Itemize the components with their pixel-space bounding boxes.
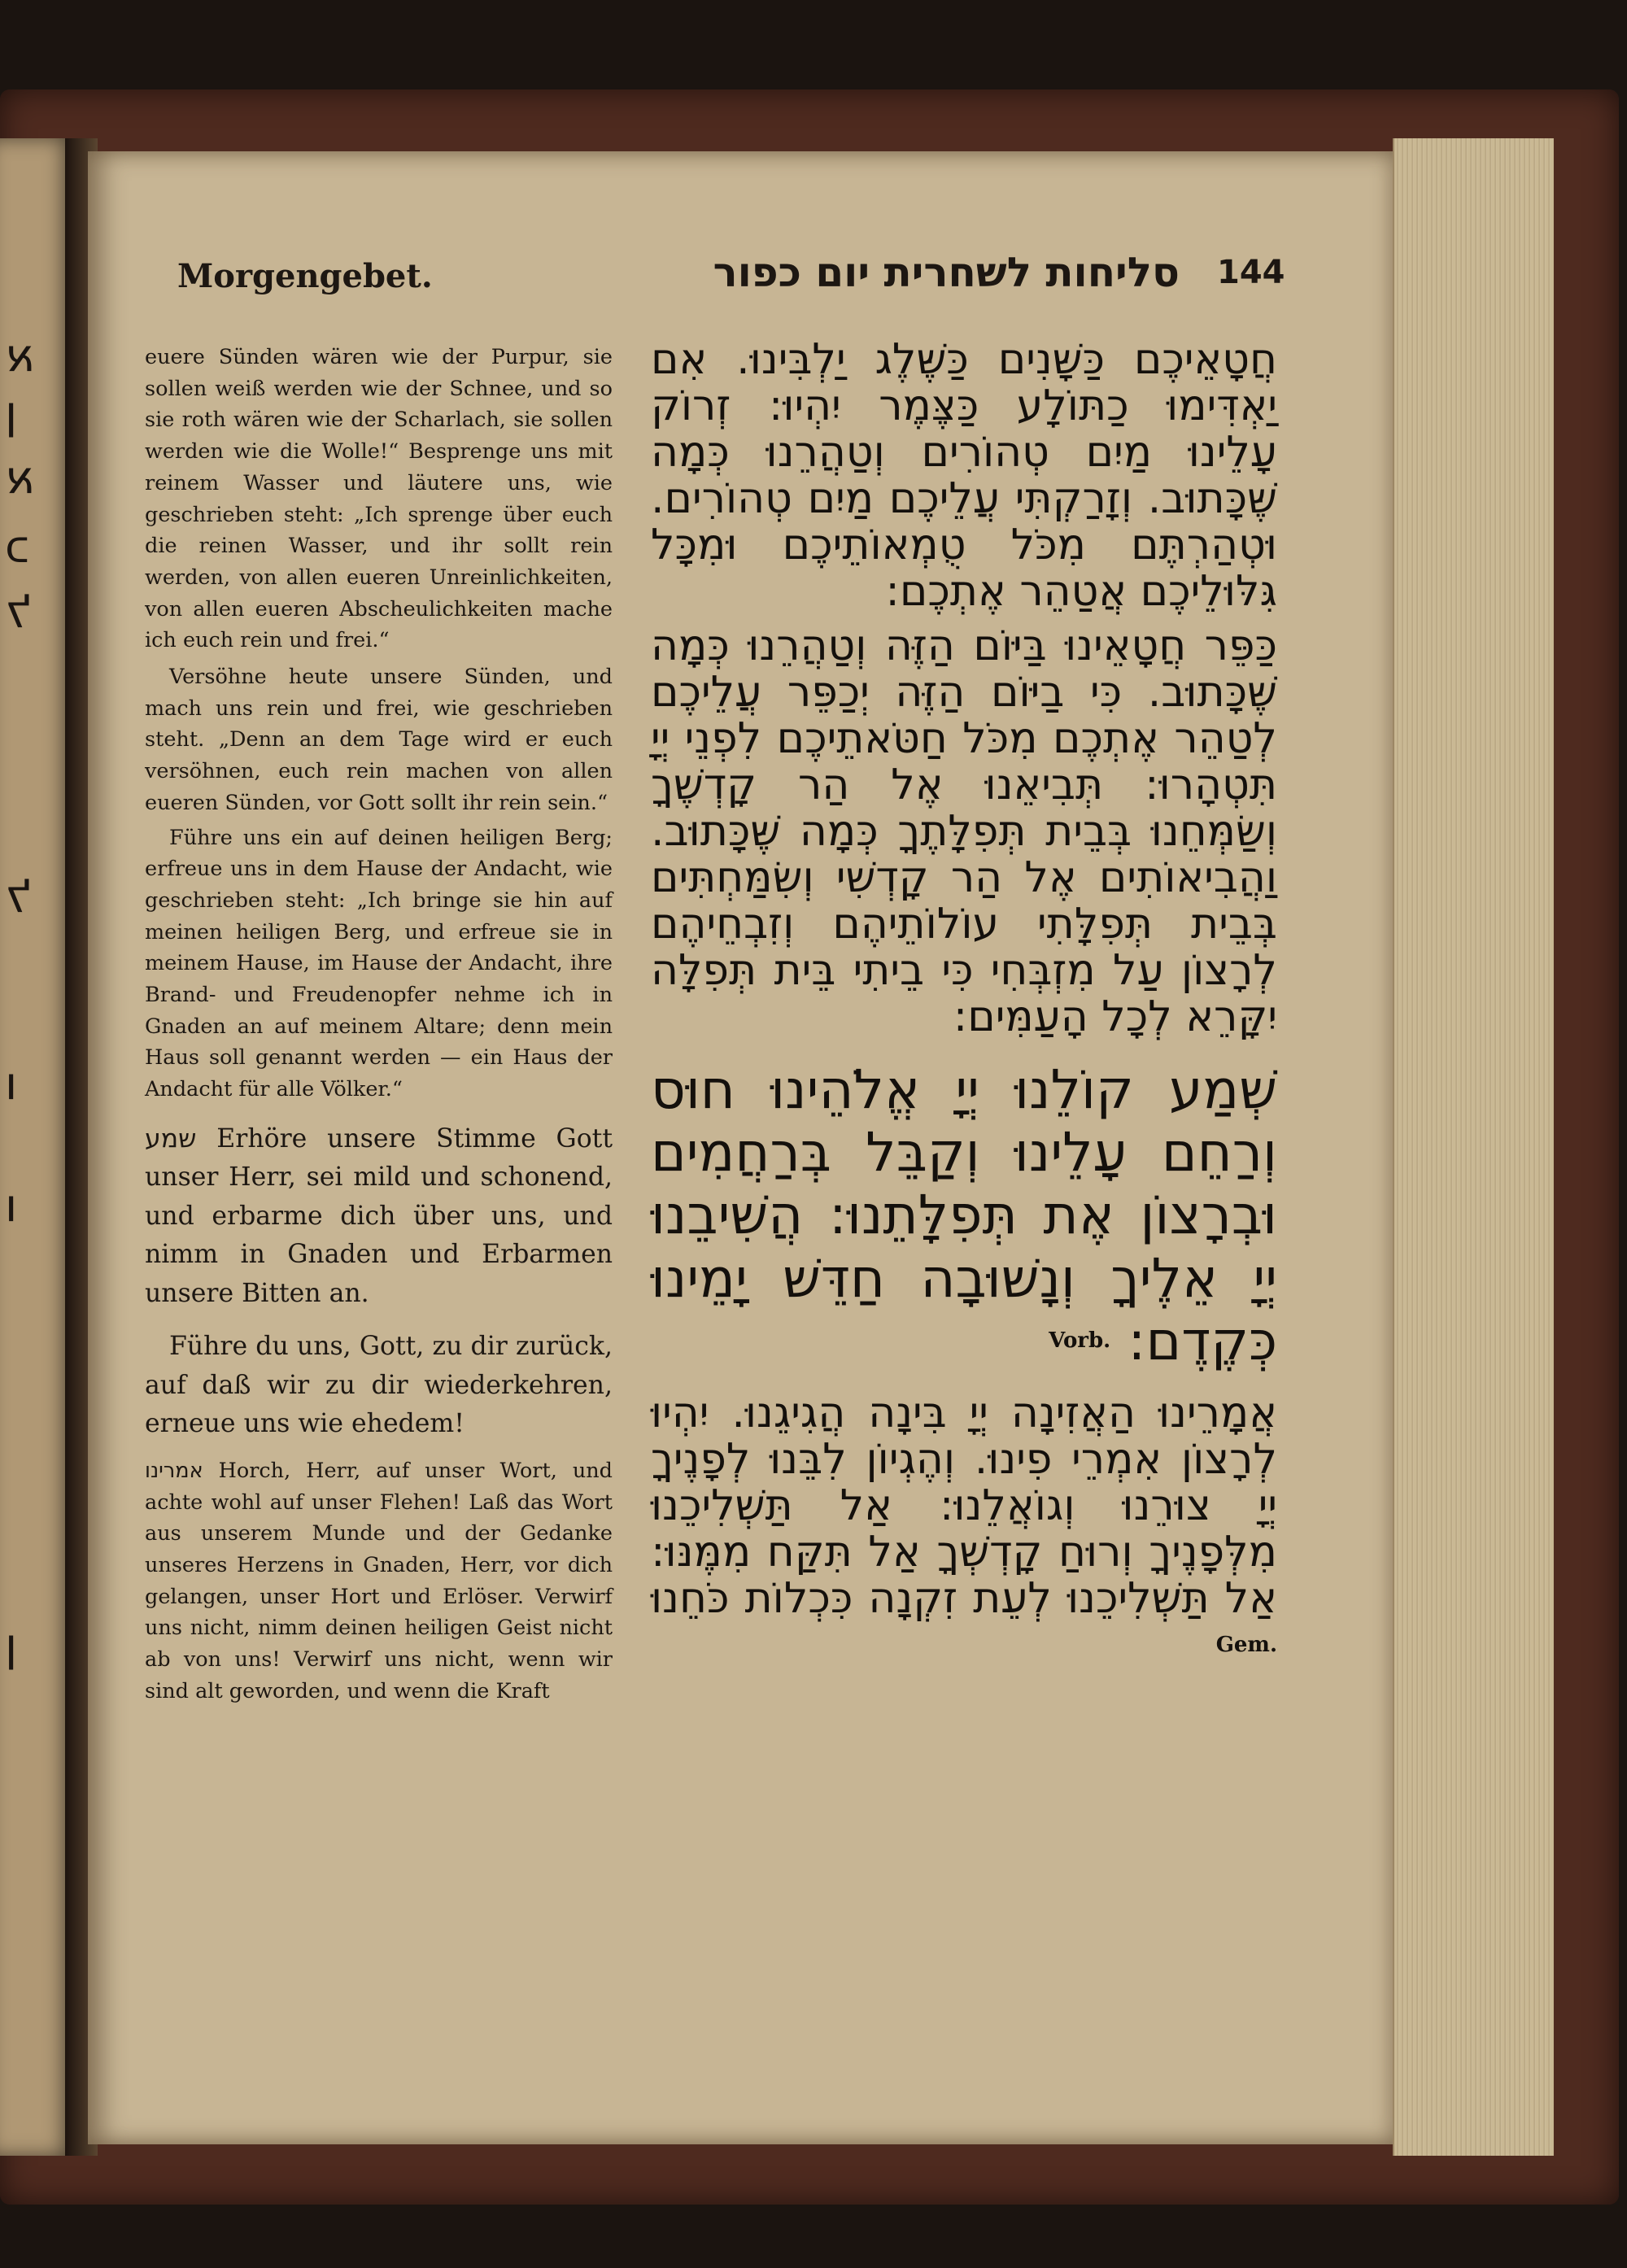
prev-page-glyph: ו bbox=[5, 1058, 18, 1110]
prev-page-glyph: ו bbox=[5, 1180, 18, 1232]
hebrew-paragraph: חֲטָאֵיכֶם כַּשָּׁנִים כַּשֶּׁלֶג יַלְבִּינוּ. אִם יַאְדִּימוּ כַתּוֹלָע כַּצֶּמֶר יִהְיוּ: זְרוֹק עָלֵינוּ מַיִם טְהוֹרִים וְטַהֲרֵנוּ כְּמָה שֶּׁכָּתוּב. וְזָרַקְתִּי עֲלֵיכֶם מַיִם טְהוֹרִים. וּטְהַרְתֶּם מִכֹּל טֻמְאוֹתֵיכֶם וּמִכָּל גִּלּוּלֵיכֶם אֲטַהֵר אֶתְכֶם: bbox=[651, 335, 1277, 616]
hebrew-cue-word: שמע bbox=[145, 1123, 197, 1154]
voice-label-congregation: Gem. bbox=[1215, 1633, 1277, 1658]
hebrew-text-column bbox=[651, 337, 1277, 1668]
german-paragraph: Versöhne heute unsere Sünden, und mach uns rein und frei, wie geschrieben steht. „Denn an dem Tage wird er euch versöhnen, euch rein machen von allen eueren Sünden, vor Gott sollt ihr rein sein.“ bbox=[145, 665, 613, 815]
previous-page-edge bbox=[0, 138, 75, 2156]
hebrew-paragraph-text: שְׁמַע קוֹלֵנוּ יְיָ אֱלֹהֵינוּ חוּס וְרַחֵם עָלֵינוּ וְקַבֵּל בְּרַחֲמִים וּבְרָצוֹן אֶת תְּפִלָּתֵנוּ: הֲשִׁיבֵנוּ יְיָ אֵלֶיךָ וְנָשׁוּבָה חַדֵּשׁ יָמֵינוּ כְּקֶדֶם: bbox=[651, 1058, 1277, 1372]
prev-page-glyph: ן bbox=[5, 1619, 18, 1672]
prev-page-glyph: א bbox=[5, 329, 36, 382]
prev-page-glyph: ל bbox=[5, 870, 31, 923]
german-paragraph: Führe uns ein auf deinen heiligen Berg; erfreue uns in dem Hause der Andacht, wie geschrieben steht: „Ich bringe sie hin auf meinen heiligen Berg, und erfreue sie in meinem Hause, im Hause der Andacht, ihre Brand- und Freudenopfer nehme ich in Gnaden an auf meinem Altare; denn mein Haus soll genannt werden — ein Haus der Andacht für alle Völker.“ bbox=[145, 825, 613, 1102]
voice-label-reader: Vorb. bbox=[1049, 1328, 1111, 1353]
prev-page-glyph: א bbox=[5, 451, 36, 504]
german-paragraph: euere Sünden wären wie der Purpur, sie sollen weiß werden wie der Schnee, und so sie roth wären wie der Scharlach, sie sollen werden wie die Wolle!“ Besprenge uns mit reinem Wasser und läutere uns, wie geschrieben steht: „Ich sprenge über euch die reinen Wasser, und ihr sollt rein werden, von allen eueren Unreinlichkeiten, von allen eueren Abscheulichkeiten mache ich euch rein und frei.“ bbox=[145, 345, 613, 653]
german-paragraph: Führe du uns, Gott, zu dir zurück, auf daß wir zu dir wiederkehren, erneue uns wie ehedem! bbox=[145, 1332, 613, 1439]
german-paragraph bbox=[145, 1120, 613, 1314]
hebrew-paragraph-text: אֲמָרֵינוּ הַאֲזִינָה יְיָ בִּינָה הֲגִיגֵנוּ. יִהְיוּ לְרָצוֹן אִמְרֵי פִינוּ. וְהֶגְיוֹן לִבֵּנוּ לְפָנֶיךָ יְיָ צוּרֵנוּ וְגוֹאֲלֵנוּ: אַל תַּשְׁלִיכֵנוּ מִלְּפָנֶיךָ וְרוּחַ קָדְשְׁךָ אַל תִּקַּח מִמֶּנּוּ: אַל תַּשְׁלִיכֵנוּ לְעֵת זִקְנָה כִּכְלוֹת כֹּחֵנוּ bbox=[651, 1389, 1277, 1624]
page-edges bbox=[1393, 138, 1554, 2156]
hebrew-cue-word: אמרינו bbox=[145, 1458, 203, 1483]
prev-page-glyph: ן bbox=[5, 386, 18, 439]
german-translation-column bbox=[145, 342, 613, 1708]
page-number: 144 bbox=[1217, 254, 1285, 291]
running-header-german: Morgengebet. bbox=[177, 257, 433, 295]
hebrew-paragraph: כַּפֵּר חֲטָאֵינוּ בַּיּוֹם הַזֶּה וְטַהֲרֵנוּ כְּמָה שֶּׁכָּתוּב. כִּי בַיּוֹם הַזֶּה יְכַפֵּר עֲלֵיכֶם לְטַהֵר אֶתְכֶם מִכֹּל חַטֹּאתֵיכֶם לִפְנֵי יְיָ תִּטְהָרוּ: תְּבִיאֵנוּ אֶל הַר קָדְשֶׁךָ וְשַׂמְּחֵנוּ בְּבֵית תְּפִלָּתֶךָ כְּמָה שֶּׁכָּתוּב. וַהֲבִיאוֹתִים אֶל הַר קָדְשִׁי וְשִׂמַּחְתִּים בְּבֵית תְּפִלָּתִי עוֹלוֹתֵיהֶם וְזִבְחֵיהֶם לְרָצוֹן עַל מִזְבְּחִי כִּי בֵיתִי בֵּית תְּפִלָּה יִקָּרֵא לְכָל הָעַמִּים: bbox=[651, 622, 1277, 1041]
prev-page-glyph: כ bbox=[5, 521, 29, 574]
german-paragraph bbox=[145, 1455, 613, 1708]
german-paragraph-text: Horch, Herr, auf unser Wort, und achte wohl auf unser Flehen! Laß das Wort aus unserem Munde und der Gedanke unseres Herzens in Gnaden, Herr, vor dich gelangen, unser Hort und Erlöser. Verwirf uns nicht, nimm deinen heiligen Geist nicht ab von uns! Verwirf uns nicht, wenn wir sind alt geworden, und wenn die Kraft bbox=[145, 1458, 613, 1703]
running-header-hebrew: סליחות לשחרית יום כפור bbox=[713, 249, 1180, 296]
prev-page-glyph: ל bbox=[5, 586, 31, 639]
german-paragraph-text: Erhöre unsere Stimme Gott unser Herr, sei mild und schonend, und erbarme dich über uns, und nimm in Gnaden und Erbarmen unsere Bitten an. bbox=[145, 1123, 613, 1308]
hebrew-paragraph bbox=[651, 1390, 1277, 1668]
hebrew-paragraph bbox=[651, 1058, 1277, 1372]
